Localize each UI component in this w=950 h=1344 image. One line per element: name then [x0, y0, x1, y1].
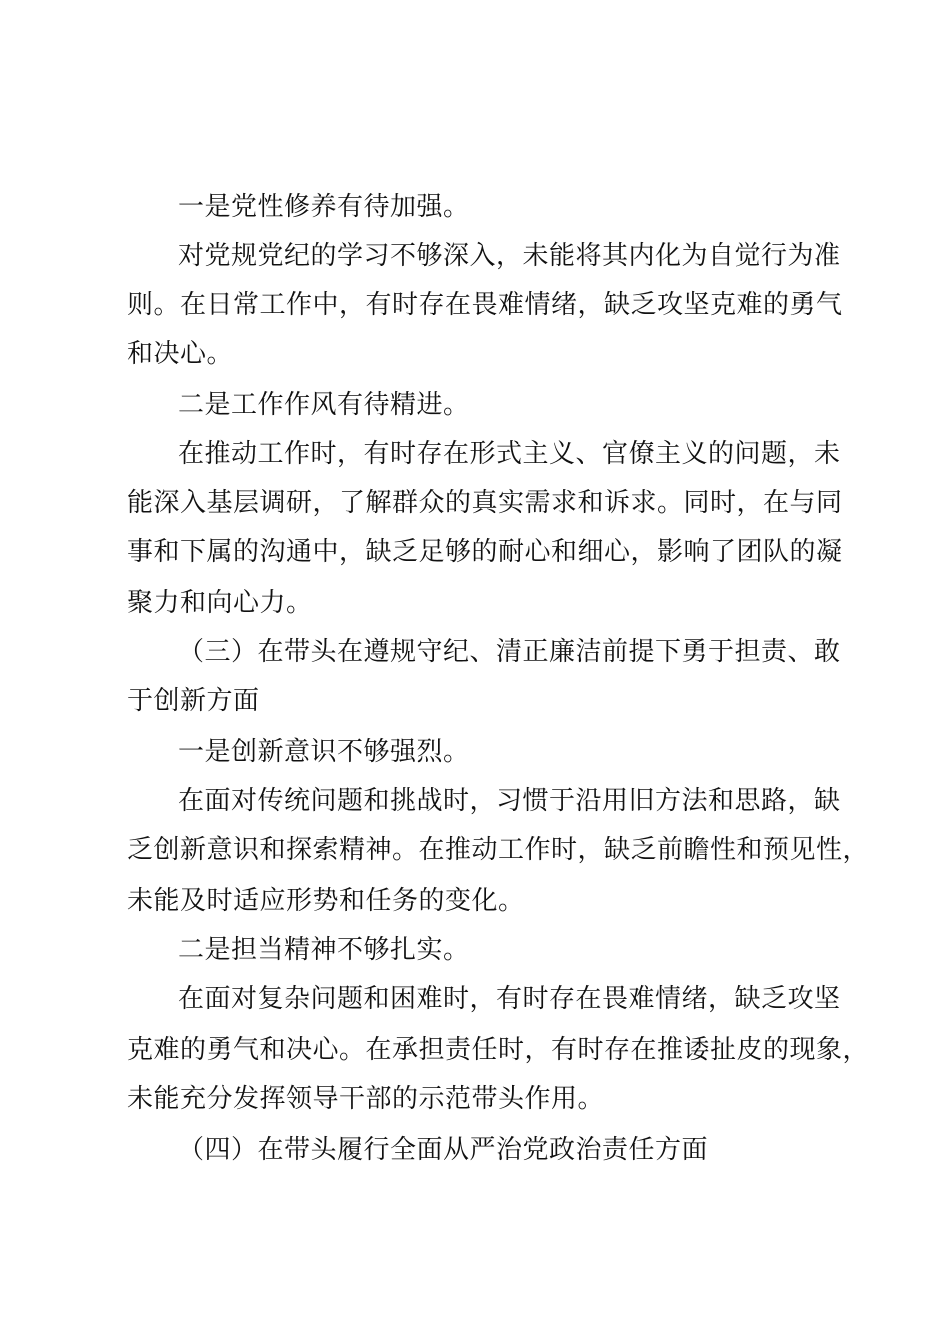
paragraph-line: 克难的勇气和决心。在承担责任时，有时存在推诿扯皮的现象， — [127, 1035, 870, 1065]
subheading-work-style: 二是工作作风有待精进。 — [178, 390, 470, 420]
subheading-innovation: 一是创新意识不够强烈。 — [178, 737, 470, 767]
paragraph-line: 能深入基层调研，了解群众的真实需求和诉求。同时，在与同 — [127, 488, 843, 518]
paragraph-line: 事和下属的沟通中，缺乏足够的耐心和细心，影响了团队的凝 — [127, 537, 843, 567]
paragraph-line: 未能充分发挥领导干部的示范带头作用。 — [127, 1084, 605, 1114]
section-heading-three: （三）在带头在遵规守纪、清正廉洁前提下勇于担责、敢 — [178, 637, 841, 667]
paragraph-line: 则。在日常工作中，有时存在畏难情绪，缺乏攻坚克难的勇气 — [127, 290, 843, 320]
paragraph-line: 未能及时适应形势和任务的变化。 — [127, 886, 525, 916]
paragraph-line: 在推动工作时，有时存在形式主义、官僚主义的问题，未 — [178, 439, 841, 469]
paragraph-line: 和决心。 — [127, 339, 234, 369]
subheading-responsibility: 二是担当精神不够扎实。 — [178, 935, 470, 965]
section-heading-four: （四）在带头履行全面从严治党政治责任方面 — [178, 1135, 709, 1165]
paragraph-line: 对党规党纪的学习不够深入，未能将其内化为自觉行为准 — [178, 241, 841, 271]
section-heading-three-cont: 于创新方面 — [127, 686, 260, 716]
paragraph-line: 乏创新意识和探索精神。在推动工作时，缺乏前瞻性和预见性， — [127, 835, 870, 865]
paragraph-line: 聚力和向心力。 — [127, 588, 313, 618]
paragraph-line: 在面对传统问题和挑战时，习惯于沿用旧方法和思路，缺 — [178, 786, 841, 816]
paragraph-line: 在面对复杂问题和困难时，有时存在畏难情绪，缺乏攻坚 — [178, 984, 841, 1014]
subheading-party-spirit: 一是党性修养有待加强。 — [178, 192, 470, 222]
